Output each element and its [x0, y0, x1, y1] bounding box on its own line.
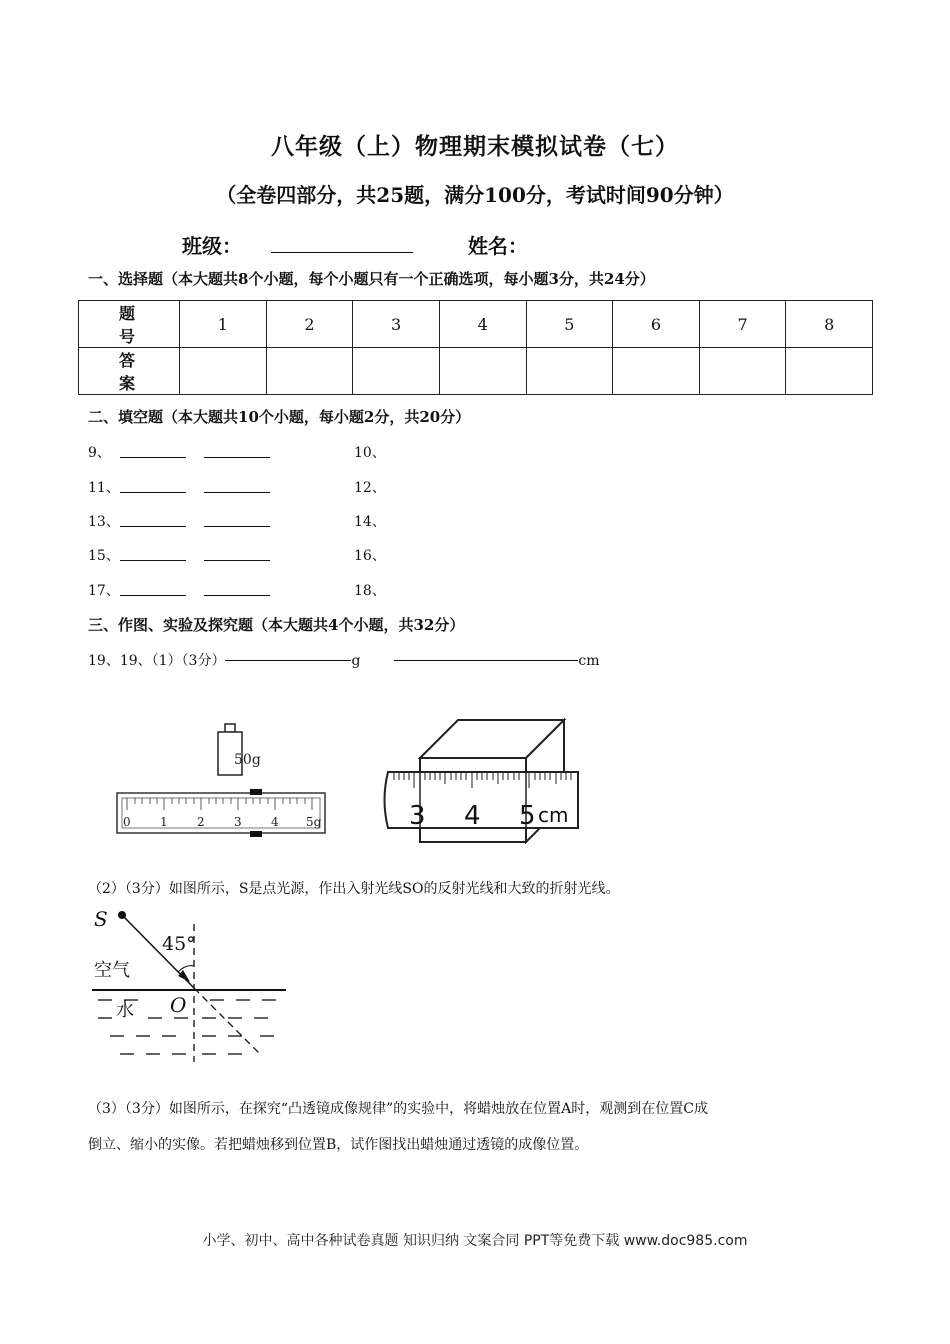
fill-item	[88, 511, 270, 531]
beam-scale	[117, 793, 325, 833]
arrow-icon	[178, 970, 190, 982]
answer-cell[interactable]	[180, 348, 267, 395]
q19-line	[88, 650, 600, 670]
ruler	[385, 772, 579, 831]
ruler-unit: cm	[538, 803, 569, 827]
item-number: 11、	[88, 480, 120, 496]
answer-row	[79, 348, 873, 395]
fill-item	[88, 442, 270, 462]
answer-cell[interactable]	[266, 348, 353, 395]
question-number: 1	[180, 301, 267, 348]
section2-heading: 二、填空题（本大题共10个小题，每小题2分，共20分）	[88, 408, 471, 426]
ruler-tick-label: 4	[464, 801, 481, 831]
class-name-line	[182, 230, 528, 259]
answer-blank[interactable]	[204, 525, 270, 527]
answer-blank[interactable]	[120, 559, 186, 561]
answer-blank[interactable]	[120, 456, 186, 458]
class-label: 班级：	[182, 234, 242, 258]
unit-cm: cm	[578, 653, 600, 669]
item-number: 9、	[88, 445, 111, 461]
item-number: 17、	[88, 583, 120, 599]
weight-label: 50g	[234, 752, 261, 768]
beam-tick-label: 1	[160, 815, 168, 829]
fill-item: 10、	[354, 445, 386, 461]
answer-blank[interactable]	[120, 525, 186, 527]
extension-line	[194, 988, 260, 1054]
beam-tick-label: 5g	[306, 815, 322, 829]
fill-item: 14、	[354, 514, 386, 530]
q3-text-line2: 倒立、缩小的实像。若把蜡烛移到位置B，试作图找出蜡烛通过透镜的成像位置。	[88, 1137, 589, 1153]
answer-cell[interactable]	[699, 348, 786, 395]
question-number: 8	[786, 301, 873, 348]
rider-bottom	[250, 831, 262, 837]
answer-table	[78, 300, 873, 395]
exam-subtitle: （全卷四部分，共25题，满分100分，考试时间90分钟）	[216, 183, 734, 207]
fill-item: 16、	[354, 548, 386, 564]
ruler-tick-label: 3	[409, 801, 426, 831]
answer-cell[interactable]	[786, 348, 873, 395]
rider-top	[250, 789, 262, 795]
beam-tick-label: 2	[197, 815, 205, 829]
item-number: 13、	[88, 514, 120, 530]
fill-item	[88, 477, 270, 497]
ruler-block-figure	[378, 716, 584, 844]
balance-figure	[110, 718, 340, 844]
question-number: 4	[439, 301, 526, 348]
number-row	[79, 301, 873, 348]
answer-cell[interactable]	[613, 348, 700, 395]
answer-blank[interactable]	[204, 594, 270, 596]
answer-row-label: 答 案	[79, 348, 180, 395]
fill-item	[88, 545, 270, 565]
q3-text-line1: （3）（3分）如图所示，在探究“凸透镜成像规律”的实验中，将蜡烛放在位置A时，观测到在位置C成	[88, 1101, 708, 1117]
section3-heading: 三、作图、实验及探究题（本大题共4个小题，共32分）	[88, 616, 465, 634]
number-row-label: 题 号	[79, 301, 180, 348]
answer-blank[interactable]	[120, 594, 186, 596]
answer-cell[interactable]	[353, 348, 440, 395]
question-number: 6	[613, 301, 700, 348]
point-o-label: O	[170, 993, 187, 1017]
answer-blank[interactable]	[204, 559, 270, 561]
answer-blank[interactable]	[204, 491, 270, 493]
length-blank[interactable]	[394, 659, 578, 661]
page-title: 八年级（上）物理期末模拟试卷（七）	[271, 133, 679, 160]
answer-cell[interactable]	[526, 348, 613, 395]
fill-item: 12、	[354, 480, 386, 496]
air-label: 空气	[94, 960, 130, 981]
fill-item	[88, 580, 270, 600]
page-footer: 小学、初中、高中各种试卷真题 知识归纳 文案合同 PPT等免费下载 www.doc985.com	[202, 1233, 748, 1249]
beam-tick-label: 0	[123, 815, 131, 829]
ruler-tick-label: 5	[519, 801, 536, 831]
mass-blank[interactable]	[225, 659, 351, 661]
class-blank[interactable]	[271, 252, 413, 253]
water-label: 水	[116, 1000, 134, 1021]
question-number: 2	[266, 301, 353, 348]
beam-tick-label: 4	[271, 815, 279, 829]
question-number: 7	[699, 301, 786, 348]
refraction-figure	[90, 902, 290, 1074]
question-number: 5	[526, 301, 613, 348]
q2-text: （2）（3分）如图所示，S是点光源，作出入射光线SO的反射光线和大致的折射光线。	[88, 881, 620, 897]
question-number: 3	[353, 301, 440, 348]
angle-label: 45°	[162, 933, 196, 955]
answer-blank[interactable]	[120, 491, 186, 493]
unit-g: g	[351, 653, 361, 669]
beam-tick-label: 3	[234, 815, 242, 829]
section1-heading: 一、选择题（本大题共8个小题，每个小题只有一个正确选项，每小题3分，共24分）	[88, 270, 655, 288]
q19-prefix: 19、19、（1）（3分）	[88, 653, 226, 669]
answer-cell[interactable]	[439, 348, 526, 395]
name-label: 姓名：	[467, 234, 528, 258]
fill-item: 18、	[354, 583, 386, 599]
source-label: S	[94, 907, 108, 931]
item-number: 15、	[88, 548, 120, 564]
answer-blank[interactable]	[204, 456, 270, 458]
